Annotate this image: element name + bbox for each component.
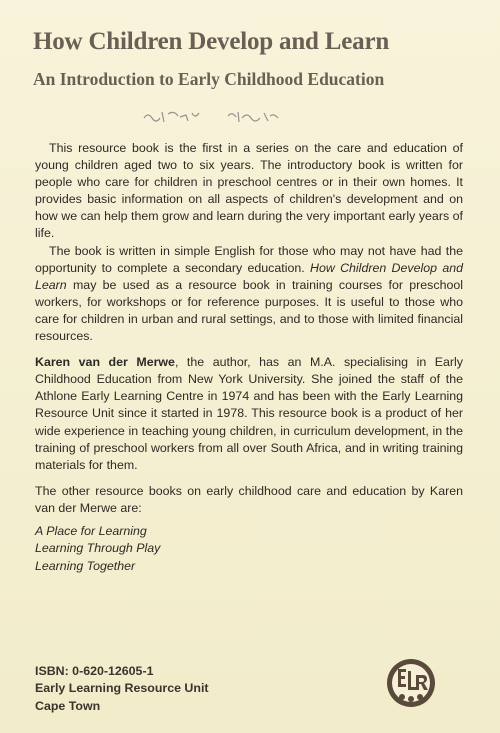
blurb-paragraph-intro: This resource book is the first in a series on the care and education of young children aged two to six years. The introductory book is written for people who care for children in preschool centres or in their own homes. It provides basic information on all aspects of children's development and on how we can help them grow and learn during the very important early years of life. bbox=[35, 141, 463, 241]
publisher-name: Early Learning Resource Unit bbox=[35, 681, 209, 696]
author-name: Karen van der Merwe bbox=[35, 355, 175, 370]
blurb-paragraph-author bbox=[35, 354, 463, 474]
isbn: ISBN: 0-620-12605-1 bbox=[35, 664, 154, 678]
publisher-logo-icon bbox=[385, 657, 437, 709]
handwritten-scribble bbox=[140, 104, 290, 128]
blurb-paragraph-audience-end: may be used as a resource book in training courses for preschool workers, for workshops or for reference purposes. It is useful to those who care for children in urban and rural settings, and to those with limited financial resources. bbox=[35, 277, 463, 344]
blurb bbox=[35, 140, 463, 575]
publisher-city: Cape Town bbox=[35, 698, 101, 713]
blurb-paragraph-audience bbox=[35, 243, 463, 346]
blurb-paragraph-series: The other resource books on early childhood care and education by Karen van der Merwe are: bbox=[35, 483, 463, 515]
book-title: How Children Develop and Learn bbox=[33, 28, 390, 55]
list-item: A Place for Learning bbox=[35, 523, 147, 538]
other-books-list bbox=[35, 523, 463, 575]
publisher-info bbox=[35, 663, 295, 715]
book-subtitle: An Introduction to Early Childhood Education bbox=[33, 69, 385, 89]
blurb-paragraph-audience-start: The book is written in simple English for those who may not have had the opportunity to complete a secondary education. bbox=[35, 243, 463, 275]
list-item: Learning Together bbox=[35, 558, 136, 573]
author-bio: , the author, has an M.A. specialising in Early Childhood Education from New York University. She joined the staff of the Athlone Early Learning Centre in 1974 and has been with the Early Learning Resource Unit since it started in 1978. This resource book is a product of her wide experience in teaching young children, in curriculum development, in the training of preschool workers from all over South Africa, and in writing training materials for them. bbox=[35, 355, 463, 472]
book-title-inline: How Children Develop and Learn bbox=[35, 260, 463, 292]
list-item: Learning Through Play bbox=[35, 541, 161, 556]
